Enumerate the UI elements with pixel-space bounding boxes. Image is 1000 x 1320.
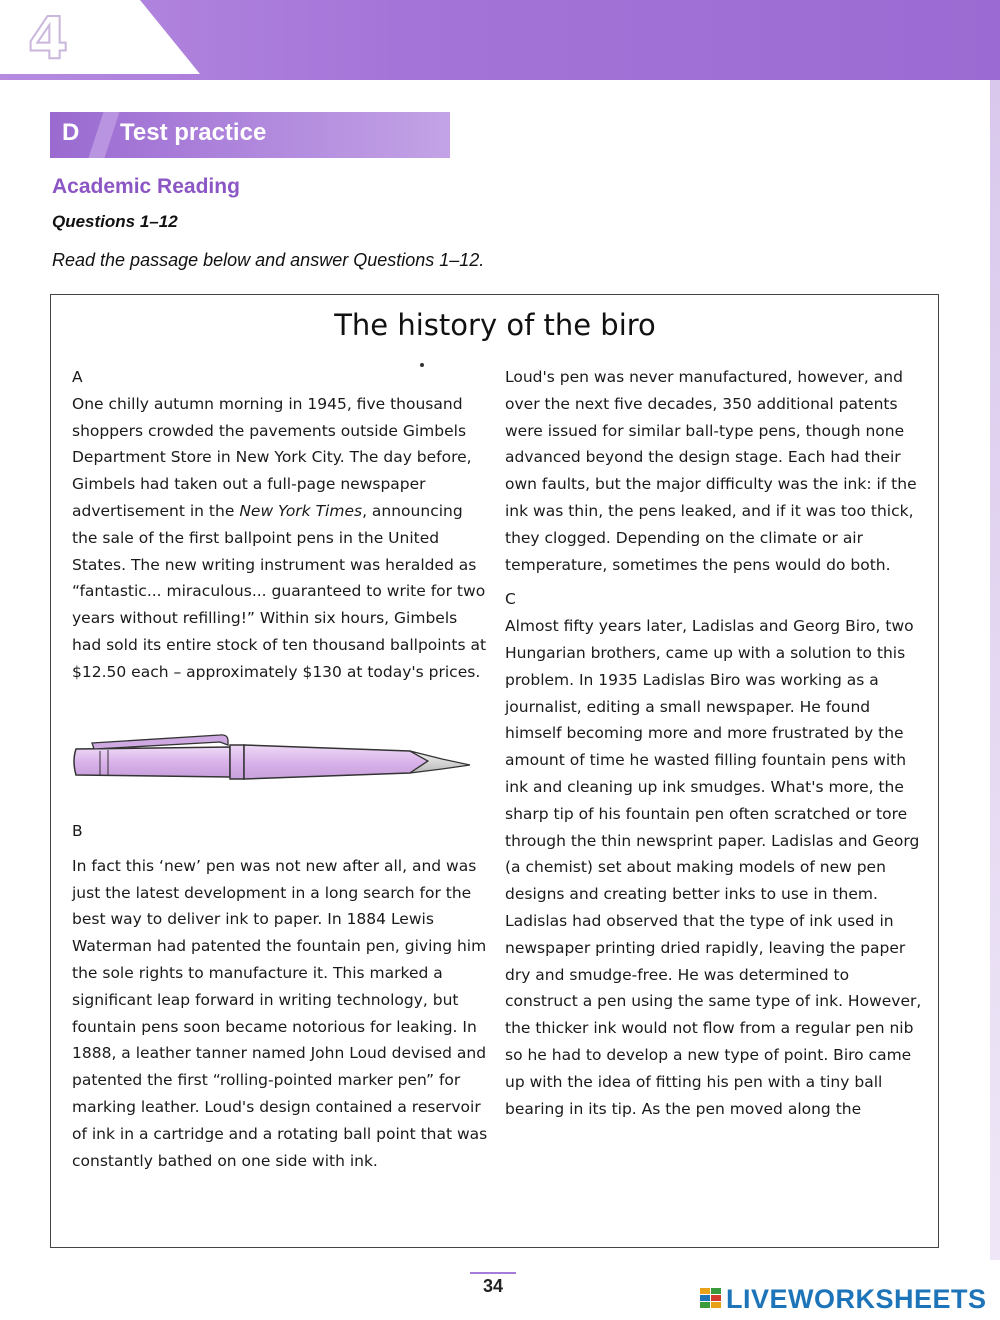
paragraph-a-text-start: One chilly autumn morning in 1945, five thousand shoppers crowded the pavements outside Gimbels Department Store in New York City. The day before, Gimbels had taken out a full-page newspaper advertisement in the [72, 394, 472, 520]
paragraph-c-text: Almost fifty years later, Ladislas and Georg Biro, two Hungarian brothers, came up with a solution to this problem. In 1935 Ladislas Biro was working as a journalist, editing a small newspaper. He found himself becoming more and more frustrated by the amount of time he wasted filling fountain pens with ink and cleaning up ink smudges. What's more, the sharp tip of his fountain pen often scratched or tore through the thin newsprint paper. Ladislas and Georg (a chemist) set about making models of new pen designs and creating better inks to use in them. Ladislas had observed that the type of ink used in newspaper printing dried rapidly, leaving the paper dry and smudge-free. He was determined to construct a pen using the same type of ink. However, the thicker ink would not flow from a regular pen nib so he had to develop a new type of point. Biro came up with the idea of fitting his pen with a tiny ball bearing in its tip. As the pen moved along the [505, 617, 922, 1118]
newspaper-name: New York Times [239, 501, 363, 520]
pen-illustration [70, 725, 480, 795]
paragraph-a-text-end: , announcing the sale of the first ballpoint pens in the United States. The new writing instrument was heralded as “fantastic... miraculous... guaranteed to write for two years without refilling!” Within six hours, Gimbels had sold its entire stock of ten thousand ballpoints at $12.50 each – approximately $130 at today's prices. [72, 501, 487, 681]
page-edge-strip [990, 80, 1000, 1260]
section-letter: D [62, 119, 80, 146]
liveworksheets-brand[interactable] [700, 1282, 987, 1316]
paragraph-b-label: B [72, 822, 83, 840]
paragraph-b [72, 818, 488, 1174]
unit-number: 4 [28, 4, 69, 72]
liveworksheets-logo-icon [700, 1286, 722, 1312]
passage-title: The history of the biro [334, 308, 656, 342]
right-column [505, 364, 925, 1122]
section-title: Test practice [120, 119, 267, 146]
paragraph-c-label: C [505, 590, 516, 609]
subheading-academic-reading: Academic Reading [52, 175, 240, 198]
paragraph-a-text [72, 391, 488, 686]
paragraph-b-continued: Loud's pen was never manufactured, however, and over the next five decades, 350 additional patents were issued for similar ball-type pens, though none advanced beyond the design stage. Each had their own faults, but the major difficulty was the ink: if the ink was thin, the pens leaked, and if it was too thick, they clogged. Depending on the climate or air temperature, sometimes the pens would do both. [505, 368, 917, 574]
paragraph-c-gap [505, 578, 925, 586]
paragraph-b-text: In fact this ‘new’ pen was not new after all, and was just the latest development in a long search for the best way to deliver ink to paper. In 1884 Lewis Waterman had patented the fountain pen, giving him the sole rights to manufacture it. This marked a significant leap forward in writing technology, but fountain pens soon became notorious for leaking. In 1888, a leather tanner named John Loud devised and patented the first “rolling-pointed marker pen” for marking leather. Loud's design contained a reservoir of ink in a cartridge and a rotating ball point that was constantly bathed on one side with ink. [72, 856, 488, 1170]
paragraph-a [72, 364, 488, 686]
paragraph-b-gap [72, 845, 488, 853]
questions-range: Questions 1–12 [52, 212, 178, 231]
instruction: Read the passage below and answer Questions 1–12. [52, 250, 485, 270]
paragraph-a-label: A [72, 368, 83, 386]
page-number: 34 [470, 1272, 516, 1297]
ballpoint-pen-icon [70, 725, 480, 795]
liveworksheets-brand-text: LIVEWORKSHEETS [726, 1283, 987, 1314]
